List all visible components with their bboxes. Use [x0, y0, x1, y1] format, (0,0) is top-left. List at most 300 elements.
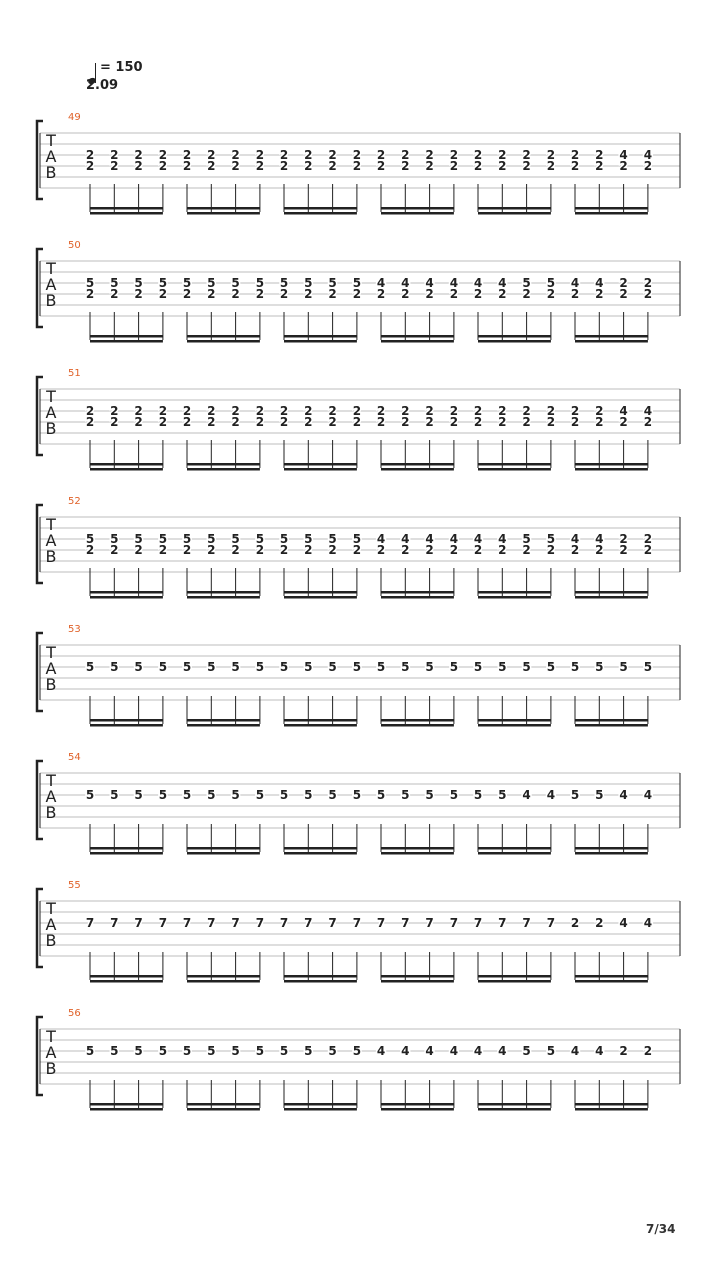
fret-number: 2 — [595, 415, 604, 429]
beam — [90, 591, 163, 594]
fret-number: 2 — [85, 543, 95, 557]
fret-number: 4 — [498, 1044, 507, 1058]
fret-number: 2 — [498, 159, 507, 173]
beam — [575, 468, 648, 471]
beam — [284, 980, 357, 983]
fret-number: 5 — [207, 532, 216, 546]
fret-number: 2 — [619, 1044, 628, 1058]
beam — [381, 340, 454, 343]
beam — [575, 1103, 648, 1106]
fret-number: 5 — [401, 788, 410, 802]
fret-number: 2 — [425, 404, 434, 418]
fret-number: 2 — [207, 415, 216, 429]
fret-number: 5 — [182, 532, 192, 546]
fret-number: 2 — [134, 148, 143, 162]
fret-number: 2 — [595, 543, 604, 557]
fret-number: 2 — [182, 148, 192, 162]
fret-number: 5 — [255, 660, 265, 674]
fret-number: 5 — [425, 788, 434, 802]
fret-number: 5 — [255, 532, 265, 546]
fret-number: 2 — [134, 287, 143, 301]
fret-number: 5 — [643, 660, 653, 674]
fret-number: 5 — [304, 1044, 313, 1058]
fret-number: 5 — [207, 276, 216, 290]
beam — [187, 340, 260, 343]
fret-number: 2 — [498, 415, 507, 429]
beam — [90, 852, 163, 855]
fret-number: 2 — [207, 159, 216, 173]
beam — [381, 719, 454, 722]
fret-number: 2 — [182, 159, 192, 173]
fret-number: 2 — [182, 543, 192, 557]
fret-number: 2 — [619, 287, 628, 301]
fret-number: 2 — [304, 415, 313, 429]
fret-number: 2 — [376, 404, 386, 418]
beam — [381, 591, 454, 594]
fret-number: 2 — [279, 404, 289, 418]
fret-number: 2 — [425, 415, 434, 429]
fret-number: 2 — [473, 287, 483, 301]
fret-number: 2 — [570, 404, 580, 418]
fret-number: 2 — [546, 404, 556, 418]
fret-number: 4 — [619, 148, 628, 162]
beam — [575, 1108, 648, 1111]
fret-number: 2 — [328, 415, 337, 429]
fret-number: 2 — [546, 148, 556, 162]
measure-number: 54 — [68, 752, 81, 763]
beam — [575, 207, 648, 210]
fret-number: 2 — [304, 543, 313, 557]
fret-number: 2 — [401, 415, 410, 429]
tab-system — [37, 368, 680, 471]
fret-number: 2 — [449, 543, 459, 557]
fret-number: 5 — [304, 276, 313, 290]
fret-number: 2 — [570, 543, 580, 557]
beam — [284, 207, 357, 210]
beam — [187, 591, 260, 594]
beam — [187, 1108, 260, 1111]
fret-number: 7 — [158, 916, 168, 930]
fret-number: 2 — [643, 287, 653, 301]
fret-number: 5 — [449, 788, 459, 802]
fret-number: 2 — [158, 159, 168, 173]
fret-number: 4 — [595, 532, 604, 546]
fret-number: 2 — [182, 287, 192, 301]
fret-number: 2 — [231, 415, 240, 429]
fret-number: 5 — [352, 1044, 362, 1058]
fret-number: 2 — [643, 276, 653, 290]
fret-number: 2 — [570, 916, 580, 930]
fret-number: 5 — [570, 788, 580, 802]
fret-number: 5 — [182, 788, 192, 802]
fret-number: 7 — [207, 916, 216, 930]
fret-number: 2 — [546, 543, 556, 557]
fret-number: 2 — [134, 415, 143, 429]
fret-number: 5 — [449, 660, 459, 674]
fret-number: 2 — [85, 287, 95, 301]
fret-number: 4 — [619, 404, 628, 418]
fret-number: 7 — [376, 916, 386, 930]
fret-number: 7 — [85, 916, 95, 930]
fret-number: 2 — [110, 404, 119, 418]
fret-number: 2 — [425, 159, 434, 173]
measure-number: 52 — [68, 496, 81, 507]
fret-number: 5 — [207, 1044, 216, 1058]
fret-number: 4 — [595, 276, 604, 290]
tab-system — [37, 112, 680, 215]
tab-clef-letter: A — [45, 531, 57, 550]
fret-number: 7 — [182, 916, 192, 930]
beam — [284, 463, 357, 466]
fret-number: 5 — [158, 660, 168, 674]
beam — [90, 724, 163, 727]
fret-number: 2 — [449, 415, 459, 429]
fret-number: 7 — [328, 916, 337, 930]
beam — [478, 207, 551, 210]
fret-number: 2 — [522, 159, 531, 173]
tab-clef-letter: T — [46, 259, 56, 278]
fret-number: 5 — [328, 1044, 337, 1058]
fret-number: 2 — [328, 404, 337, 418]
tab-clef-letter: T — [46, 131, 56, 150]
beam — [90, 468, 163, 471]
fret-number: 5 — [279, 788, 289, 802]
fret-number: 2 — [401, 148, 410, 162]
fret-number: 5 — [425, 660, 434, 674]
fret-number: 7 — [110, 916, 119, 930]
fret-number: 5 — [328, 788, 337, 802]
fret-number: 2 — [158, 404, 168, 418]
beam — [381, 207, 454, 210]
fret-number: 2 — [595, 159, 604, 173]
beam — [478, 463, 551, 466]
fret-number: 5 — [231, 1044, 240, 1058]
fret-number: 7 — [304, 916, 313, 930]
fret-number: 4 — [570, 1044, 580, 1058]
fret-number: 5 — [110, 276, 119, 290]
fret-number: 2 — [304, 148, 313, 162]
beam — [381, 724, 454, 727]
fret-number: 2 — [352, 159, 362, 173]
fret-number: 2 — [352, 415, 362, 429]
fret-number: 2 — [279, 148, 289, 162]
beam — [284, 335, 357, 338]
fret-number: 5 — [328, 660, 337, 674]
fret-number: 2 — [401, 543, 410, 557]
tab-clef-letter: B — [45, 1059, 57, 1078]
fret-number: 5 — [182, 276, 192, 290]
fret-number: 2 — [85, 159, 95, 173]
fret-number: 2 — [255, 404, 265, 418]
fret-number: 2 — [231, 287, 240, 301]
fret-number: 2 — [158, 543, 168, 557]
fret-number: 2 — [207, 287, 216, 301]
fret-number: 5 — [158, 276, 168, 290]
fret-number: 4 — [376, 532, 386, 546]
fret-number: 7 — [522, 916, 531, 930]
fret-number: 5 — [352, 660, 362, 674]
beam — [478, 852, 551, 855]
fret-number: 2 — [425, 287, 434, 301]
tab-clef-letter: A — [45, 659, 57, 678]
fret-number: 2 — [425, 543, 434, 557]
tab-system — [37, 880, 680, 983]
fret-number: 2 — [110, 415, 119, 429]
beam — [575, 719, 648, 722]
fret-number: 2 — [449, 404, 459, 418]
fret-number: 2 — [449, 159, 459, 173]
fret-number: 5 — [85, 532, 95, 546]
fret-number: 5 — [304, 788, 313, 802]
fret-number: 5 — [207, 788, 216, 802]
fret-number: 2 — [473, 543, 483, 557]
fret-number: 4 — [449, 276, 459, 290]
beam — [478, 980, 551, 983]
fret-number: 2 — [619, 276, 628, 290]
fret-number: 2 — [158, 415, 168, 429]
tab-clef-letter: B — [45, 163, 57, 182]
beam — [478, 1108, 551, 1111]
fret-number: 7 — [401, 916, 410, 930]
beam — [284, 719, 357, 722]
fret-number: 2 — [473, 404, 483, 418]
fret-number: 2 — [304, 287, 313, 301]
fret-number: 2 — [231, 404, 240, 418]
beam — [381, 847, 454, 850]
beam — [478, 847, 551, 850]
beam — [90, 847, 163, 850]
fret-number: 4 — [498, 276, 507, 290]
fret-number: 2 — [473, 159, 483, 173]
beam — [381, 335, 454, 338]
fret-number: 5 — [279, 276, 289, 290]
fret-number: 5 — [182, 1044, 192, 1058]
fret-number: 2 — [401, 159, 410, 173]
fret-number: 4 — [498, 532, 507, 546]
fret-number: 5 — [110, 660, 119, 674]
fret-number: 2 — [231, 543, 240, 557]
tab-clef-letter: A — [45, 1043, 57, 1062]
fret-number: 5 — [231, 532, 240, 546]
beam — [284, 1108, 357, 1111]
beam — [478, 596, 551, 599]
fret-number: 2 — [328, 287, 337, 301]
fret-number: 2 — [352, 404, 362, 418]
fret-number: 4 — [522, 788, 531, 802]
fret-number: 5 — [134, 788, 143, 802]
fret-number: 4 — [643, 404, 653, 418]
beam — [284, 340, 357, 343]
tab-system — [37, 240, 680, 343]
fret-number: 5 — [158, 1044, 168, 1058]
beam — [575, 340, 648, 343]
beam — [575, 724, 648, 727]
fret-number: 2 — [110, 159, 119, 173]
fret-number: 5 — [546, 660, 556, 674]
fret-number: 5 — [304, 532, 313, 546]
fret-number: 2 — [570, 287, 580, 301]
fret-number: 5 — [352, 532, 362, 546]
fret-number: 5 — [110, 532, 119, 546]
fret-number: 5 — [498, 660, 507, 674]
beam — [187, 975, 260, 978]
fret-number: 4 — [376, 276, 386, 290]
fret-number: 5 — [546, 276, 556, 290]
time-label: 2.09 — [86, 78, 119, 93]
fret-number: 5 — [231, 660, 240, 674]
beam — [381, 212, 454, 215]
fret-number: 2 — [110, 287, 119, 301]
tab-clef-letter: T — [46, 771, 56, 790]
tab-clef-letter: A — [45, 915, 57, 934]
fret-number: 2 — [570, 159, 580, 173]
measure-number: 49 — [68, 112, 81, 123]
fret-number: 5 — [328, 532, 337, 546]
fret-number: 7 — [498, 916, 507, 930]
fret-number: 5 — [376, 660, 386, 674]
measure-number: 56 — [68, 1008, 81, 1019]
beam — [90, 1103, 163, 1106]
fret-number: 2 — [352, 543, 362, 557]
fret-number: 5 — [546, 1044, 556, 1058]
fret-number: 5 — [255, 788, 265, 802]
tab-clef-letter: B — [45, 547, 57, 566]
fret-number: 5 — [85, 276, 95, 290]
fret-number: 5 — [473, 660, 483, 674]
fret-number: 2 — [207, 543, 216, 557]
beam — [90, 212, 163, 215]
fret-number: 5 — [110, 1044, 119, 1058]
measure-number: 50 — [68, 240, 81, 251]
fret-number: 2 — [643, 1044, 653, 1058]
beam — [381, 468, 454, 471]
fret-number: 2 — [85, 404, 95, 418]
fret-number: 2 — [643, 159, 653, 173]
fret-number: 2 — [85, 148, 95, 162]
fret-number: 2 — [158, 148, 168, 162]
fret-number: 2 — [619, 543, 628, 557]
fret-number: 5 — [110, 788, 119, 802]
beam — [478, 212, 551, 215]
fret-number: 5 — [352, 788, 362, 802]
fret-number: 5 — [473, 788, 483, 802]
beam — [381, 596, 454, 599]
fret-number: 5 — [279, 660, 289, 674]
fret-number: 2 — [376, 159, 386, 173]
fret-number: 2 — [207, 404, 216, 418]
fret-number: 4 — [643, 916, 653, 930]
beam — [575, 591, 648, 594]
beam — [575, 463, 648, 466]
beam — [284, 596, 357, 599]
fret-number: 5 — [85, 788, 95, 802]
fret-number: 2 — [425, 148, 434, 162]
beam — [478, 591, 551, 594]
tab-system — [37, 752, 680, 855]
beam — [478, 468, 551, 471]
fret-number: 2 — [255, 287, 265, 301]
tab-clef-letter: A — [45, 147, 57, 166]
fret-number: 7 — [134, 916, 143, 930]
beam — [284, 468, 357, 471]
fret-number: 5 — [255, 1044, 265, 1058]
measure-number: 55 — [68, 880, 81, 891]
beam — [575, 975, 648, 978]
fret-number: 5 — [522, 1044, 531, 1058]
fret-number: 2 — [401, 404, 410, 418]
fret-number: 5 — [595, 788, 604, 802]
tab-clef-letter: T — [46, 515, 56, 534]
beam — [187, 463, 260, 466]
fret-number: 2 — [643, 532, 653, 546]
fret-number: 4 — [643, 788, 653, 802]
fret-number: 4 — [473, 1044, 483, 1058]
beam — [478, 335, 551, 338]
fret-number: 2 — [255, 543, 265, 557]
fret-number: 2 — [376, 415, 386, 429]
fret-number: 5 — [134, 660, 143, 674]
fret-number: 2 — [522, 543, 531, 557]
fret-number: 7 — [231, 916, 240, 930]
tab-clef-letter: A — [45, 403, 57, 422]
fret-number: 2 — [619, 415, 628, 429]
tab-system — [37, 496, 680, 599]
beam — [284, 975, 357, 978]
fret-number: 4 — [401, 1044, 410, 1058]
beam — [381, 1108, 454, 1111]
fret-number: 4 — [425, 532, 434, 546]
fret-number: 4 — [546, 788, 556, 802]
fret-number: 5 — [376, 788, 386, 802]
fret-number: 5 — [255, 276, 265, 290]
fret-number: 5 — [158, 532, 168, 546]
fret-number: 2 — [498, 404, 507, 418]
fret-number: 2 — [134, 543, 143, 557]
fret-number: 5 — [352, 276, 362, 290]
beam — [284, 1103, 357, 1106]
fret-number: 5 — [207, 660, 216, 674]
beam — [478, 340, 551, 343]
beam — [478, 719, 551, 722]
fret-number: 2 — [473, 415, 483, 429]
measure-number: 53 — [68, 624, 81, 635]
fret-number: 5 — [85, 660, 95, 674]
beam — [187, 852, 260, 855]
fret-number: 7 — [546, 916, 556, 930]
fret-number: 2 — [401, 287, 410, 301]
tab-system — [37, 1008, 680, 1111]
fret-number: 2 — [328, 148, 337, 162]
fret-number: 4 — [449, 532, 459, 546]
fret-number: 2 — [110, 543, 119, 557]
fret-number: 7 — [425, 916, 434, 930]
fret-number: 2 — [522, 415, 531, 429]
fret-number: 5 — [570, 660, 580, 674]
fret-number: 5 — [85, 1044, 95, 1058]
beam — [284, 212, 357, 215]
fret-number: 2 — [522, 287, 531, 301]
tab-clef-letter: T — [46, 387, 56, 406]
tab-clef-letter: B — [45, 291, 57, 310]
fret-number: 2 — [352, 287, 362, 301]
fret-number: 7 — [449, 916, 459, 930]
beam — [90, 596, 163, 599]
beam — [284, 852, 357, 855]
fret-number: 7 — [255, 916, 265, 930]
fret-number: 2 — [328, 543, 337, 557]
fret-number: 5 — [522, 276, 531, 290]
fret-number: 2 — [643, 543, 653, 557]
